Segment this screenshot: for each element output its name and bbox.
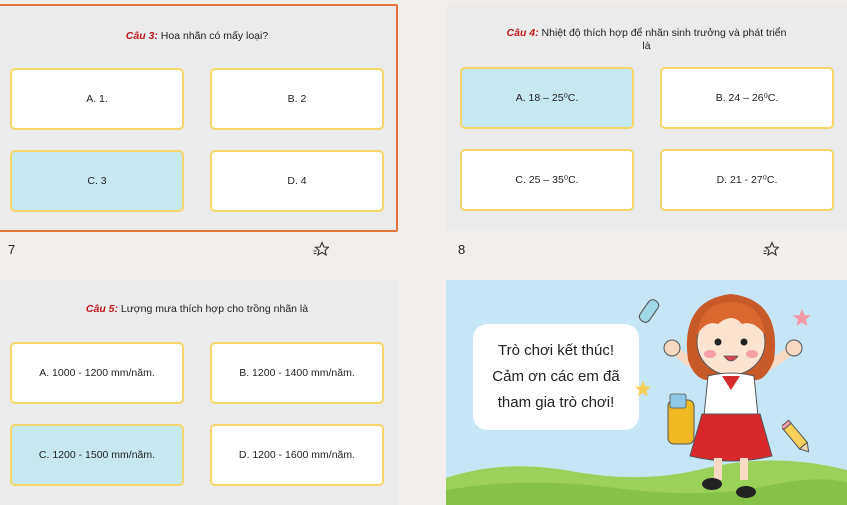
star-icon[interactable] (763, 241, 779, 257)
option-b: B. 2 (210, 68, 384, 130)
option-a: A. 18 – 25⁰C. (460, 67, 634, 129)
question-title (0, 30, 396, 43)
option-c: C. 25 – 35⁰C. (460, 149, 634, 211)
question-title (0, 303, 398, 316)
option-d: D. 1200 - 1600 mm/năm. (210, 424, 384, 486)
question-label: Câu 5: (85, 303, 118, 315)
option-d: D. 21 - 27⁰C. (660, 149, 834, 211)
question-label: Câu 3: (125, 30, 158, 42)
girl-illustration (646, 280, 816, 505)
option-a: A. 1000 - 1200 mm/năm. (10, 342, 184, 404)
option-c: C. 3 (10, 150, 184, 212)
question-text: Nhiệt độ thích hợp để nhãn sinh trưởng và phát triển (541, 27, 787, 39)
question-text: Hoa nhãn có mấy loại? (160, 30, 269, 42)
bubble-line-3: tham gia trò chơi! (497, 394, 615, 411)
star-icon[interactable] (313, 241, 329, 257)
speech-bubble (473, 324, 639, 430)
bubble-line-2: Cảm ơn các em đã (492, 368, 620, 385)
question-title (446, 27, 847, 53)
slide-thumbnail-8[interactable] (446, 5, 847, 231)
option-c: C. 1200 - 1500 mm/năm. (10, 424, 184, 486)
option-a: A. 1. (10, 68, 184, 130)
bubble-line-1: Trò chơi kết thúc! (498, 342, 614, 359)
slide-thumbnail-9[interactable] (0, 280, 398, 505)
slide-number-8: 8 (458, 242, 466, 257)
question-text-line2: là (642, 40, 651, 52)
question-text: Lượng mưa thích hợp cho trồng nhãn là (120, 303, 309, 315)
slide-thumbnail-7[interactable] (0, 4, 398, 232)
slide-thumbnail-10[interactable] (446, 280, 847, 505)
option-b: B. 24 – 26⁰C. (660, 67, 834, 129)
option-d: D. 4 (210, 150, 384, 212)
question-label: Câu 4: (506, 27, 539, 39)
option-b: B. 1200 - 1400 mm/năm. (210, 342, 384, 404)
slide-number-7: 7 (8, 242, 16, 257)
